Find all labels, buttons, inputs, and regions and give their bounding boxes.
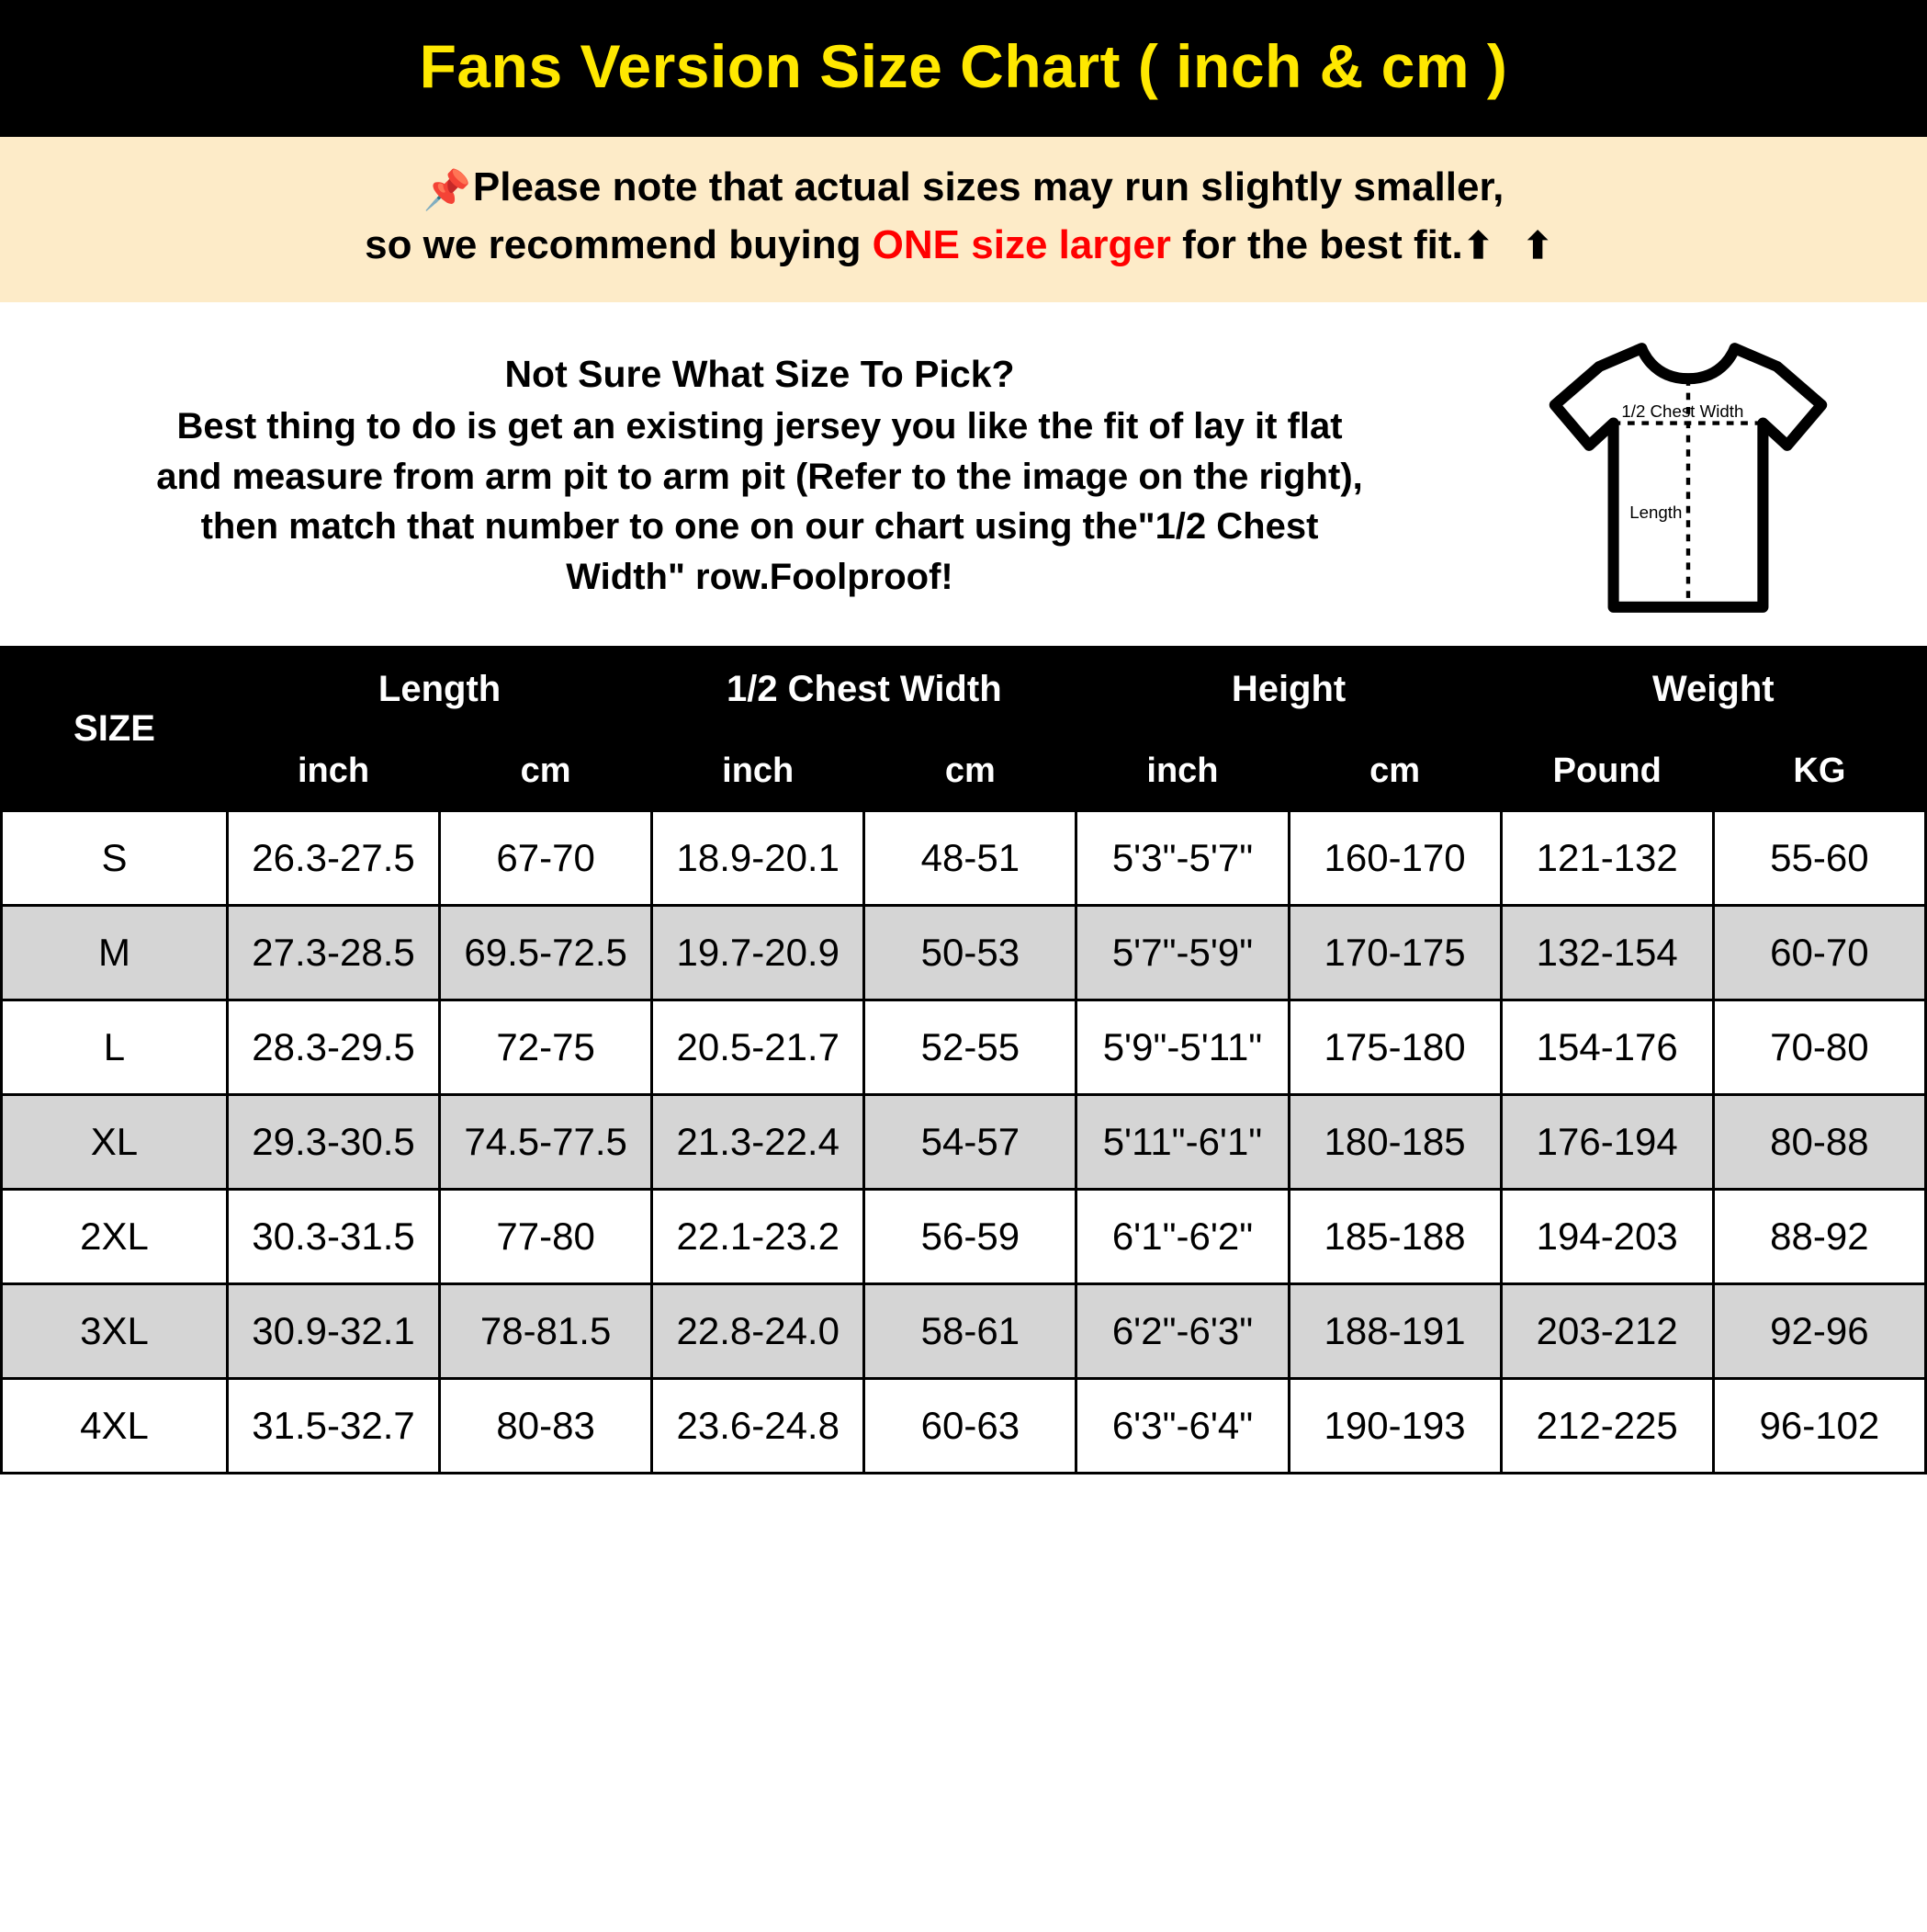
cell-length-cm: 80-83: [440, 1378, 652, 1473]
header-group-height: Height: [1076, 647, 1501, 731]
cell-height-cm: 160-170: [1289, 810, 1501, 905]
cell-height-cm: 180-185: [1289, 1094, 1501, 1189]
header-unit-chest-cm: cm: [864, 731, 1076, 810]
note-text-2-post: for the best fit.: [1170, 222, 1463, 268]
cell-length-inch: 31.5-32.7: [227, 1378, 439, 1473]
table-header-row-units: [2, 731, 1926, 810]
cell-weight-pound: 132-154: [1501, 905, 1713, 1000]
help-line-2: and measure from arm pit to arm pit (Refer to the image on the right),: [156, 456, 1363, 497]
cell-chest-inch: 18.9-20.1: [652, 810, 864, 905]
note-line-2: [18, 217, 1909, 274]
cell-weight-kg: 80-88: [1713, 1094, 1925, 1189]
cell-length-inch: 30.9-32.1: [227, 1283, 439, 1378]
cell-chest-inch: 23.6-24.8: [652, 1378, 864, 1473]
pin-icon: 📌: [423, 167, 471, 211]
header-group-length: Length: [227, 647, 651, 731]
cell-chest-cm: 54-57: [864, 1094, 1076, 1189]
header-unit-height-inch: inch: [1076, 731, 1289, 810]
note-text-2-pre: so we recommend buying: [365, 222, 873, 268]
cell-weight-kg: 96-102: [1713, 1378, 1925, 1473]
tshirt-diagram: [1504, 326, 1927, 629]
header-unit-weight-pound: Pound: [1501, 731, 1713, 810]
cell-size: 2XL: [2, 1189, 228, 1283]
cell-weight-kg: 88-92: [1713, 1189, 1925, 1283]
cell-length-cm: 69.5-72.5: [440, 905, 652, 1000]
cell-chest-inch: 22.1-23.2: [652, 1189, 864, 1283]
cell-size: M: [2, 905, 228, 1000]
header-unit-weight-kg: KG: [1713, 731, 1925, 810]
cell-height-cm: 188-191: [1289, 1283, 1501, 1378]
cell-size: XL: [2, 1094, 228, 1189]
size-chart-table: [0, 646, 1927, 1474]
cell-weight-pound: 212-225: [1501, 1378, 1713, 1473]
cell-height-inch: 5'11"-6'1": [1076, 1094, 1289, 1189]
cell-chest-cm: 58-61: [864, 1283, 1076, 1378]
cell-height-cm: 175-180: [1289, 1000, 1501, 1094]
header-unit-height-cm: cm: [1289, 731, 1501, 810]
cell-height-inch: 6'1"-6'2": [1076, 1189, 1289, 1283]
cell-weight-kg: 55-60: [1713, 810, 1925, 905]
note-text-1: Please note that actual sizes may run slightly smaller,: [472, 164, 1504, 209]
help-line-3: then match that number to one on our chart using the"1/2 Chest: [200, 506, 1319, 548]
cell-length-inch: 29.3-30.5: [227, 1094, 439, 1189]
cell-height-inch: 5'9"-5'11": [1076, 1000, 1289, 1094]
header-unit-chest-inch: inch: [652, 731, 864, 810]
header-size: SIZE: [2, 647, 228, 810]
cell-length-cm: 67-70: [440, 810, 652, 905]
table-row: [2, 1283, 1926, 1378]
cell-size: L: [2, 1000, 228, 1094]
page-title: Fans Version Size Chart ( inch & cm ): [419, 32, 1508, 100]
help-section: [0, 306, 1927, 646]
cell-weight-kg: 92-96: [1713, 1283, 1925, 1378]
header-group-weight: Weight: [1501, 647, 1925, 731]
table-row: [2, 810, 1926, 905]
cell-size: S: [2, 810, 228, 905]
table-body: [2, 810, 1926, 1473]
table-row: [2, 1378, 1926, 1473]
table-header-row-groups: [2, 647, 1926, 731]
cell-size: 3XL: [2, 1283, 228, 1378]
cell-chest-inch: 20.5-21.7: [652, 1000, 864, 1094]
table-row: [2, 1000, 1926, 1094]
cell-chest-cm: 60-63: [864, 1378, 1076, 1473]
cell-weight-pound: 203-212: [1501, 1283, 1713, 1378]
length-label: Length: [1629, 502, 1683, 522]
cell-weight-pound: 194-203: [1501, 1189, 1713, 1283]
cell-length-cm: 74.5-77.5: [440, 1094, 652, 1189]
cell-chest-cm: 52-55: [864, 1000, 1076, 1094]
cell-chest-cm: 50-53: [864, 905, 1076, 1000]
cell-chest-inch: 21.3-22.4: [652, 1094, 864, 1189]
cell-length-cm: 77-80: [440, 1189, 652, 1283]
cell-chest-cm: 48-51: [864, 810, 1076, 905]
help-heading: Not Sure What Size To Pick?: [504, 353, 1015, 396]
cell-size: 4XL: [2, 1378, 228, 1473]
cell-height-cm: 185-188: [1289, 1189, 1501, 1283]
cell-height-cm: 190-193: [1289, 1378, 1501, 1473]
cell-chest-inch: 22.8-24.0: [652, 1283, 864, 1378]
help-line-4: Width" row.Foolproof!: [566, 556, 953, 597]
cell-weight-pound: 154-176: [1501, 1000, 1713, 1094]
header-unit-length-inch: inch: [227, 731, 439, 810]
cell-length-inch: 26.3-27.5: [227, 810, 439, 905]
cell-weight-kg: 70-80: [1713, 1000, 1925, 1094]
cell-length-cm: 72-75: [440, 1000, 652, 1094]
cell-height-inch: 5'7"-5'9": [1076, 905, 1289, 1000]
cell-length-cm: 78-81.5: [440, 1283, 652, 1378]
header-group-chest: 1/2 Chest Width: [652, 647, 1076, 731]
cell-height-inch: 5'3"-5'7": [1076, 810, 1289, 905]
arrow-up-icon: ⬆ ⬆: [1462, 226, 1562, 267]
cell-weight-kg: 60-70: [1713, 905, 1925, 1000]
cell-height-inch: 6'2"-6'3": [1076, 1283, 1289, 1378]
table-row: [2, 1189, 1926, 1283]
cell-height-cm: 170-175: [1289, 905, 1501, 1000]
cell-length-inch: 27.3-28.5: [227, 905, 439, 1000]
cell-length-inch: 28.3-29.5: [227, 1000, 439, 1094]
cell-chest-cm: 56-59: [864, 1189, 1076, 1283]
cell-chest-inch: 19.7-20.9: [652, 905, 864, 1000]
note-line-1: [18, 159, 1909, 218]
cell-length-inch: 30.3-31.5: [227, 1189, 439, 1283]
chest-width-label: 1/2 Chest Width: [1621, 401, 1744, 421]
note-band: [0, 137, 1927, 306]
table-row: [2, 905, 1926, 1000]
table-row: [2, 1094, 1926, 1189]
help-text-block: [0, 353, 1504, 602]
cell-height-inch: 6'3"-6'4": [1076, 1378, 1289, 1473]
header-unit-length-cm: cm: [440, 731, 652, 810]
tshirt-diagram-icon: [1537, 326, 1840, 629]
cell-weight-pound: 121-132: [1501, 810, 1713, 905]
table-head: [2, 647, 1926, 810]
help-line-1: Best thing to do is get an existing jersey you like the fit of lay it flat: [176, 406, 1343, 447]
cell-weight-pound: 176-194: [1501, 1094, 1713, 1189]
note-highlight: ONE size larger: [872, 222, 1171, 268]
title-bar: [0, 0, 1927, 137]
